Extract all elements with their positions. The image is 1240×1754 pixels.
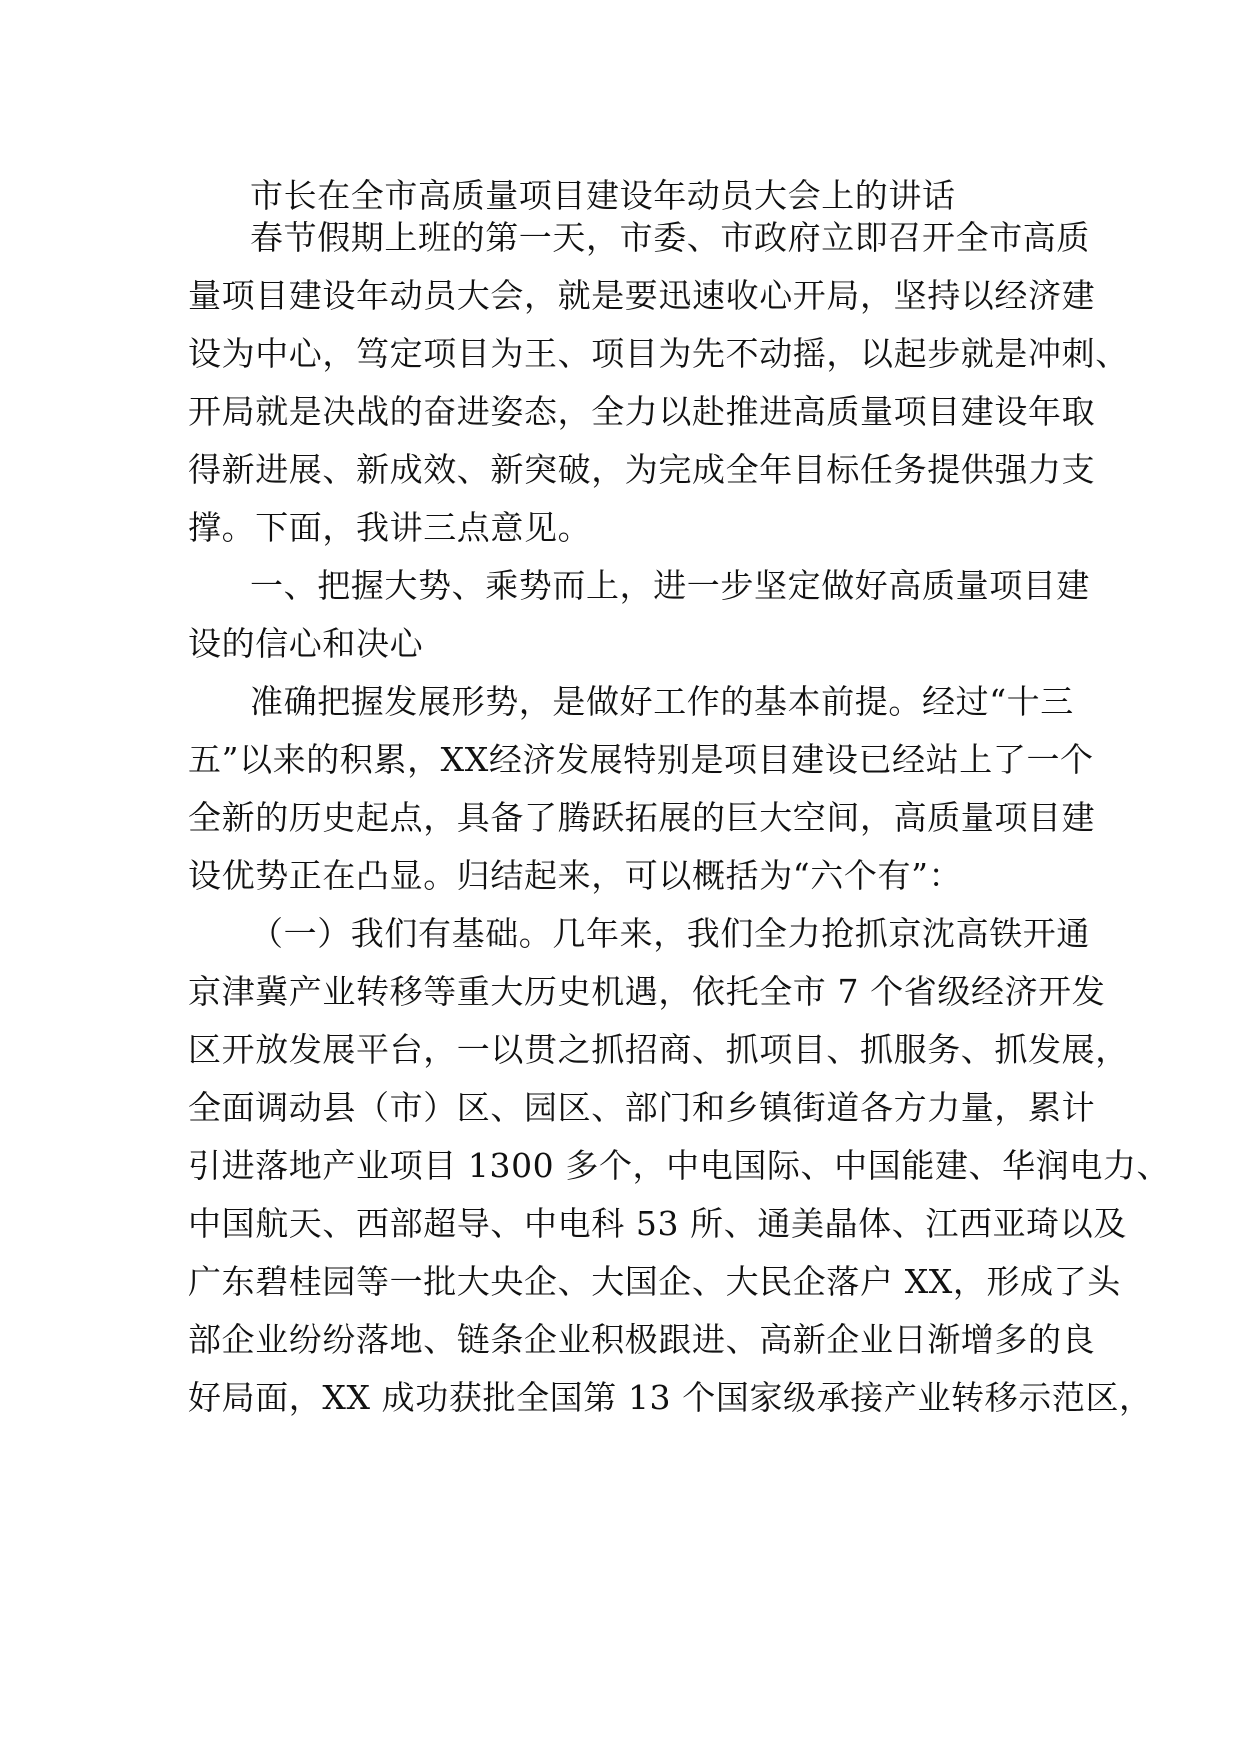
paragraph-line: 部企业纷纷落地、链条企业积极跟进、高新企业日渐增多的良 bbox=[188, 1320, 1096, 1359]
paragraph-line: 开局就是决战的奋进姿态，全力以赴推进高质量项目建设年取 bbox=[188, 392, 1096, 431]
paragraph-line: 好局面，XX 成功获批全国第 13 个国家级承接产业转移示范区， bbox=[188, 1378, 1153, 1417]
paragraph-line: 设为中心，笃定项目为王、项目为先不动摇，以起步就是冲刺、 bbox=[188, 334, 1129, 373]
paragraph-line: （一）我们有基础。几年来，我们全力抢抓京沈高铁开通 bbox=[250, 914, 1090, 953]
section-heading-line: 设的信心和决心 bbox=[188, 624, 424, 663]
paragraph-line: 得新进展、新成效、新突破，为完成全年目标任务提供强力支 bbox=[188, 450, 1096, 489]
paragraph-line: 京津冀产业转移等重大历史机遇，依托全市 7 个省级经济开发 bbox=[188, 972, 1106, 1011]
paragraph-line: 撑。下面，我讲三点意见。 bbox=[188, 508, 592, 547]
paragraph-line: 区开放发展平台，一以贯之抓招商、抓项目、抓服务、抓发展， bbox=[188, 1030, 1129, 1069]
paragraph-line: 广东碧桂园等一批大央企、大国企、大民企落户 XX，形成了头 bbox=[188, 1262, 1121, 1301]
paragraph-line: 设优势正在凸显。归结起来，可以概括为“六个有”： bbox=[188, 856, 963, 895]
paragraph-line: 春节假期上班的第一天，市委、市政府立即召开全市高质 bbox=[250, 218, 1090, 257]
paragraph-line: 全新的历史起点，具备了腾跃拓展的巨大空间，高质量项目建 bbox=[188, 798, 1096, 837]
document-title: 市长在全市高质量项目建设年动员大会上的讲话 bbox=[250, 176, 956, 215]
paragraph-line: 全面调动县（市）区、园区、部门和乡镇街道各方力量，累计 bbox=[188, 1088, 1096, 1127]
paragraph-line: 五”以来的积累，XX经济发展特别是项目建设已经站上了一个 bbox=[188, 740, 1094, 779]
paragraph-line: 引进落地产业项目 1300 多个，中电国际、中国能建、华润电力、 bbox=[188, 1146, 1171, 1185]
section-heading-line: 一、把握大势、乘势而上，进一步坚定做好高质量项目建 bbox=[250, 566, 1090, 605]
paragraph-line: 中国航天、西部超导、中电科 53 所、通美晶体、江西亚琦以及 bbox=[188, 1204, 1127, 1243]
paragraph-line: 量项目建设年动员大会，就是要迅速收心开局，坚持以经济建 bbox=[188, 276, 1096, 315]
paragraph-line: 准确把握发展形势，是做好工作的基本前提。经过“十三 bbox=[250, 682, 1074, 721]
